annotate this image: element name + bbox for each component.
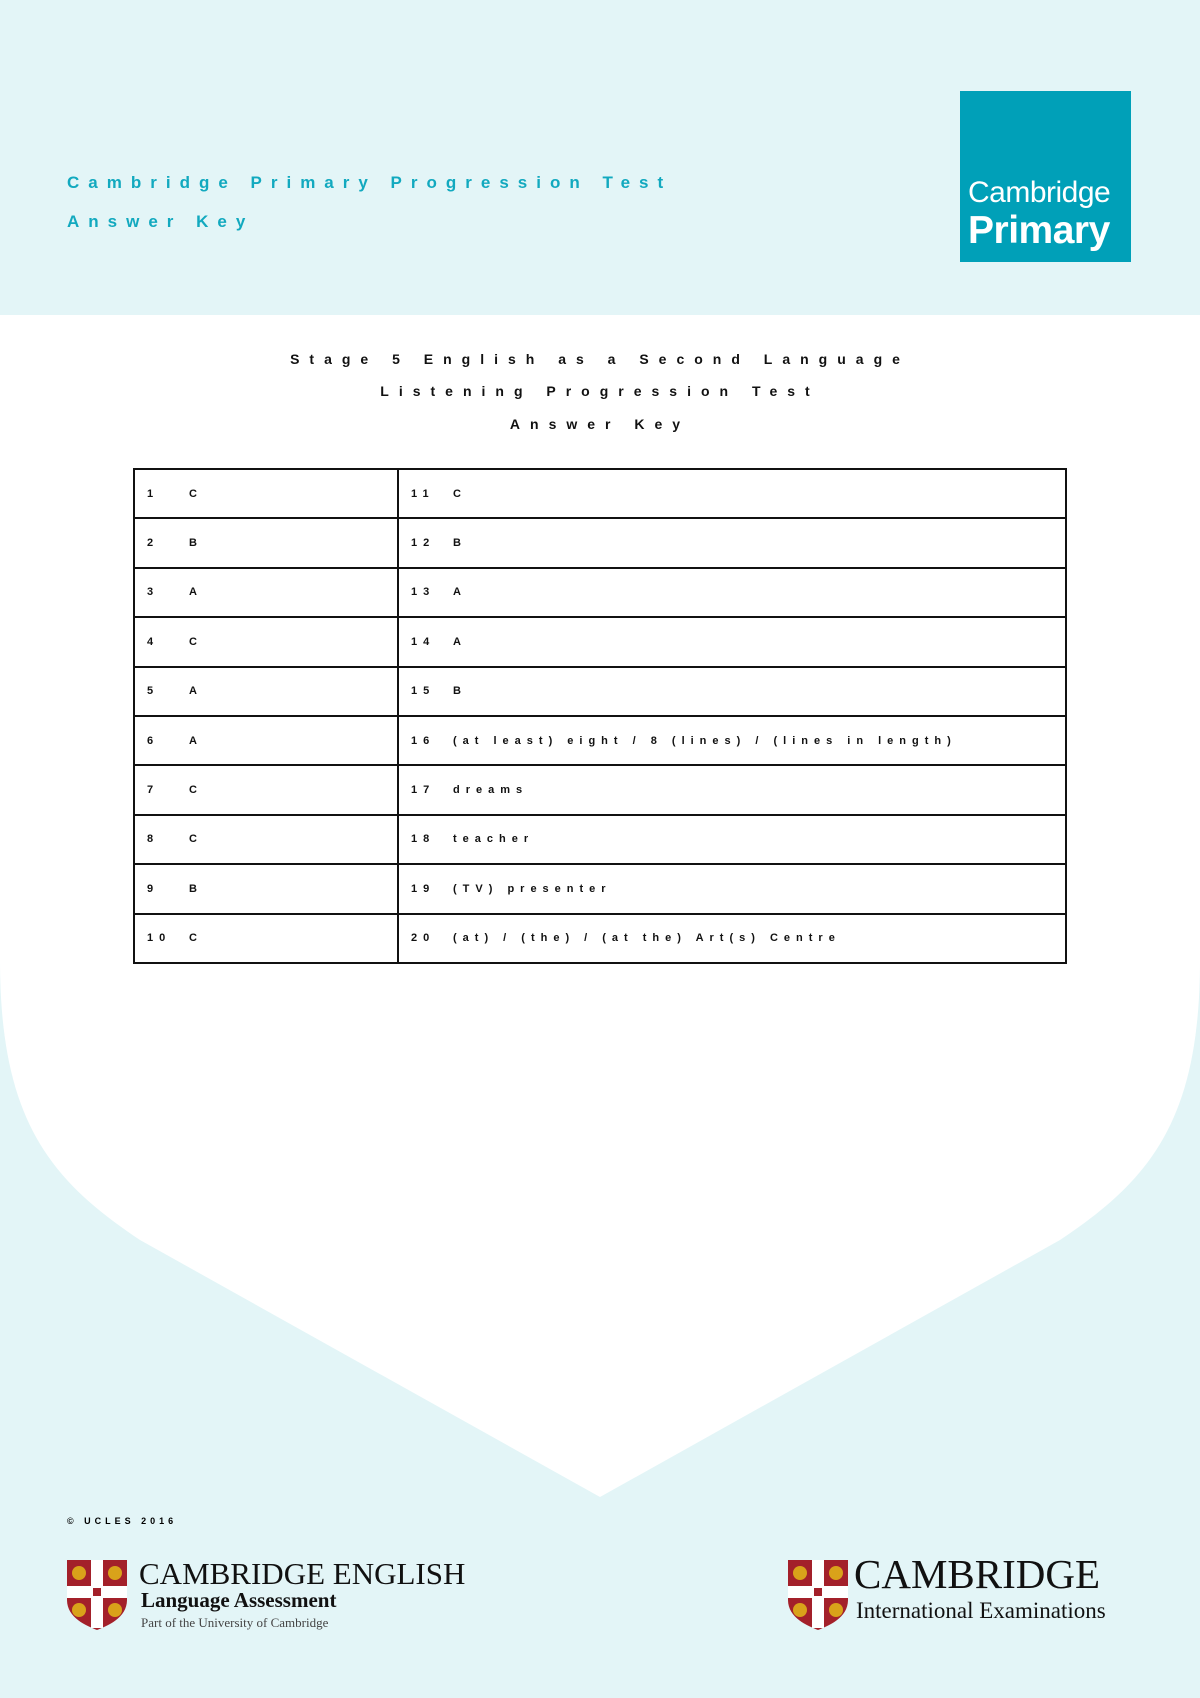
answer-text: B (453, 537, 467, 550)
answer-text: A (189, 586, 203, 599)
answer-cell (398, 667, 1066, 716)
cambridge-cie-line1: CAMBRIDGE (854, 1551, 1101, 1597)
table-row (134, 469, 1066, 518)
cambridge-crest-icon (67, 1560, 127, 1630)
answer-cell (134, 617, 398, 666)
answer-cell (134, 469, 398, 518)
question-number: 4 (147, 635, 160, 648)
table-row (134, 914, 1066, 963)
table-row (134, 815, 1066, 864)
table-row (134, 716, 1066, 765)
answer-cell (134, 568, 398, 617)
answer-text: C (189, 487, 203, 500)
answer-text: C (189, 833, 203, 846)
answer-cell (398, 815, 1066, 864)
answer-text: B (189, 537, 203, 550)
logo-line1: Cambridge (968, 176, 1111, 209)
question-number: 20 (411, 932, 436, 945)
question-number: 7 (147, 784, 160, 797)
cambridge-crest-icon (788, 1560, 848, 1630)
question-number: 15 (411, 685, 436, 698)
answer-cell (398, 716, 1066, 765)
question-number: 19 (411, 882, 436, 895)
answer-cell (134, 716, 398, 765)
heading-line2: Listening Progression Test (380, 383, 820, 399)
answer-cell (398, 914, 1066, 963)
answer-text: dreams (453, 784, 529, 797)
table-row (134, 667, 1066, 716)
question-number: 17 (411, 784, 436, 797)
question-number: 2 (147, 537, 160, 550)
question-number: 5 (147, 685, 160, 698)
heading-line1: Stage 5 English as a Second Language (290, 351, 910, 367)
answer-cell (398, 469, 1066, 518)
answer-text: C (189, 784, 203, 797)
cambridge-english-line1: CAMBRIDGE ENGLISH (139, 1556, 466, 1591)
answer-table (133, 468, 1067, 964)
answer-text: A (453, 635, 467, 648)
answer-text: A (189, 685, 203, 698)
table-row (134, 617, 1066, 666)
question-number: 1 (147, 487, 160, 500)
question-number: 3 (147, 586, 160, 599)
table-row (134, 568, 1066, 617)
answer-cell (134, 667, 398, 716)
answer-cell (398, 568, 1066, 617)
answer-cell (398, 765, 1066, 814)
answer-text: C (189, 635, 203, 648)
answer-text: C (189, 932, 203, 945)
cambridge-english-line3: Part of the University of Cambridge (141, 1615, 329, 1630)
question-number: 18 (411, 833, 436, 846)
answer-cell (134, 914, 398, 963)
cambridge-english-line2: Language Assessment (141, 1588, 337, 1612)
question-number: 13 (411, 586, 436, 599)
answer-cell (398, 617, 1066, 666)
answer-text: A (453, 586, 467, 599)
question-number: 8 (147, 833, 160, 846)
document-title: Cambridge Primary Progression Test (67, 173, 673, 192)
question-number: 14 (411, 635, 436, 648)
answer-text: B (189, 882, 203, 895)
answer-cell (398, 518, 1066, 567)
answer-cell (134, 815, 398, 864)
heading-line3: Answer Key (509, 416, 691, 432)
question-number: 12 (411, 537, 436, 550)
answer-text: (TV) presenter (453, 882, 612, 895)
question-number: 16 (411, 734, 436, 747)
document-subtitle: Answer Key (67, 212, 255, 231)
answer-text: B (453, 685, 467, 698)
cambridge-primary-logo (960, 91, 1131, 262)
question-number: 10 (147, 932, 172, 945)
answer-text: (at least) eight / 8 (lines) / (lines in length) (453, 734, 957, 747)
answer-cell (134, 765, 398, 814)
answer-cell (398, 864, 1066, 913)
answer-cell (134, 864, 398, 913)
question-number: 6 (147, 734, 160, 747)
answer-text: (at) / (the) / (at the) Art(s) Centre (453, 932, 841, 945)
answer-cell (134, 518, 398, 567)
answer-text: teacher (453, 833, 535, 846)
copyright: © UCLES 2016 (67, 1516, 178, 1526)
question-number: 9 (147, 882, 160, 895)
question-number: 11 (411, 487, 435, 500)
table-row (134, 518, 1066, 567)
table-row (134, 864, 1066, 913)
table-row (134, 765, 1066, 814)
answer-text: C (453, 487, 467, 500)
cambridge-cie-line2: International Examinations (856, 1598, 1106, 1623)
logo-line2: Primary (968, 209, 1110, 252)
answer-text: A (189, 734, 203, 747)
